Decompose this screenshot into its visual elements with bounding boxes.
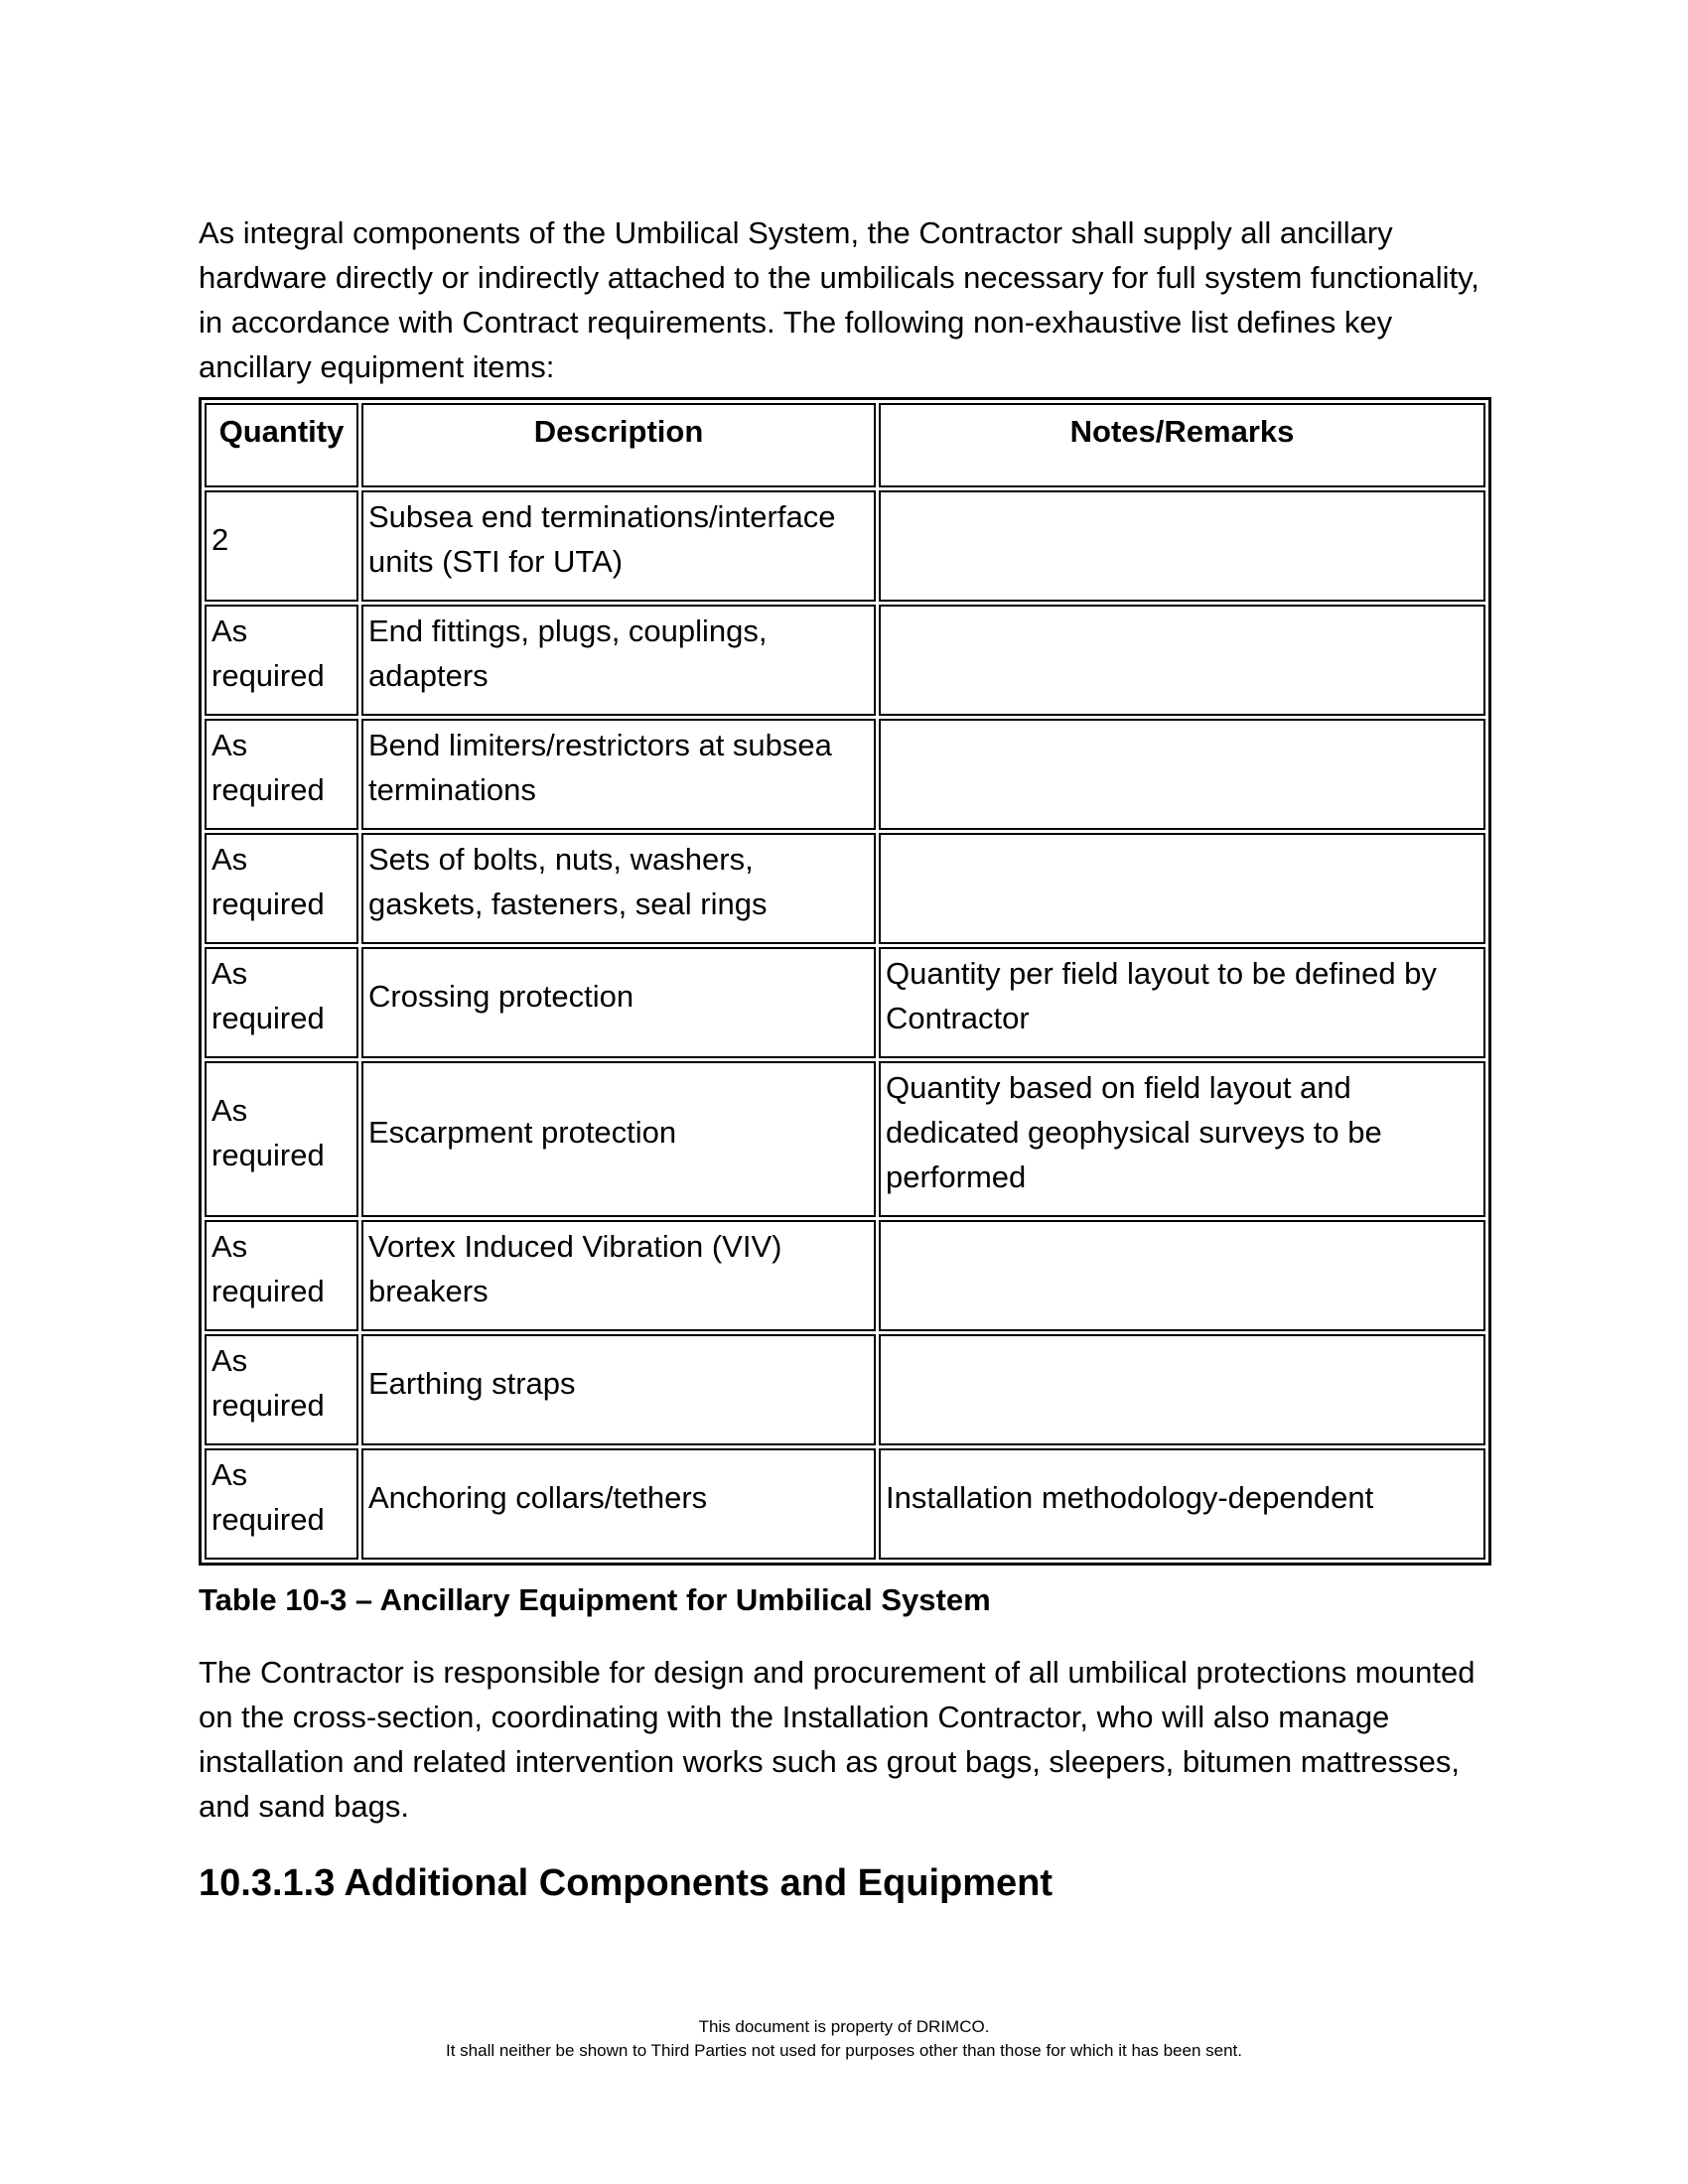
- quantity-cell: As required: [205, 719, 358, 830]
- intro-paragraph: As integral components of the Umbilical System, the Contractor shall supply all ancillary hardware directly or indirectly attached to the umbilicals necessary for full system functionality, in accordance with Contract requirements. The following non-exhaustive list defines key ancillary equipment items:: [199, 215, 1479, 384]
- notes-cell: Quantity based on field layout and dedicated geophysical surveys to be performed: [879, 1061, 1485, 1217]
- notes-cell: [879, 719, 1485, 830]
- quantity-cell: As required: [205, 1220, 358, 1331]
- notes-cell: [879, 605, 1485, 716]
- table-row: [205, 947, 1485, 1058]
- quantity-cell: As required: [205, 947, 358, 1058]
- description-cell: Earthing straps: [361, 1334, 876, 1445]
- page-footer: [0, 2015, 1688, 2063]
- footer-line-2: It shall neither be shown to Third Parties not used for purposes other than those for which it has been sent.: [446, 2041, 1242, 2060]
- description-cell: Sets of bolts, nuts, washers, gaskets, fasteners, seal rings: [361, 833, 876, 944]
- table-row: [205, 719, 1485, 830]
- quantity-cell: As required: [205, 1448, 358, 1560]
- footer-line-1: This document is property of DRIMCO.: [698, 2017, 990, 2036]
- ancillary-equipment-table: [199, 397, 1491, 1566]
- table-row: [205, 1334, 1485, 1445]
- quantity-cell: As required: [205, 1061, 358, 1217]
- notes-cell: [879, 490, 1485, 602]
- quantity-cell: 2: [205, 490, 358, 602]
- ancillary-table-body: [205, 490, 1485, 1560]
- column-header-notes-remarks: Notes/Remarks: [879, 403, 1485, 487]
- description-cell: Bend limiters/restrictors at subsea terminations: [361, 719, 876, 830]
- table-row: [205, 605, 1485, 716]
- description-cell: End fittings, plugs, couplings, adapters: [361, 605, 876, 716]
- table-row: [205, 1061, 1485, 1217]
- notes-cell: [879, 1334, 1485, 1445]
- description-cell: Anchoring collars/tethers: [361, 1448, 876, 1560]
- responsibility-paragraph: The Contractor is responsible for design and procurement of all umbilical protections mounted on the cross-section, coordinating with the Installation Contractor, who will also manage installation and related intervention works such as grout bags, sleepers, bitumen mattresses, and sand bags.: [199, 1655, 1476, 1824]
- quantity-cell: As required: [205, 605, 358, 716]
- notes-cell: Quantity per field layout to be defined by Contractor: [879, 947, 1485, 1058]
- table-row: [205, 490, 1485, 602]
- notes-cell: [879, 1220, 1485, 1331]
- column-header-quantity: Quantity: [205, 403, 358, 487]
- description-cell: Vortex Induced Vibration (VIV) breakers: [361, 1220, 876, 1331]
- table-row: [205, 1448, 1485, 1560]
- table-row: [205, 833, 1485, 944]
- quantity-cell: As required: [205, 833, 358, 944]
- description-cell: Subsea end terminations/interface units (STI for UTA): [361, 490, 876, 602]
- description-cell: Escarpment protection: [361, 1061, 876, 1217]
- column-header-description: Description: [361, 403, 876, 487]
- section-heading: 10.3.1.3 Additional Components and Equipment: [199, 1862, 1054, 1904]
- notes-cell: Installation methodology-dependent: [879, 1448, 1485, 1560]
- description-cell: Crossing protection: [361, 947, 876, 1058]
- notes-cell: [879, 833, 1485, 944]
- page-content: [199, 210, 1491, 1908]
- table-header-row: [205, 403, 1485, 487]
- table-caption: Table 10-3 – Ancillary Equipment for Umbilical System: [199, 1582, 991, 1617]
- table-row: [205, 1220, 1485, 1331]
- quantity-cell: As required: [205, 1334, 358, 1445]
